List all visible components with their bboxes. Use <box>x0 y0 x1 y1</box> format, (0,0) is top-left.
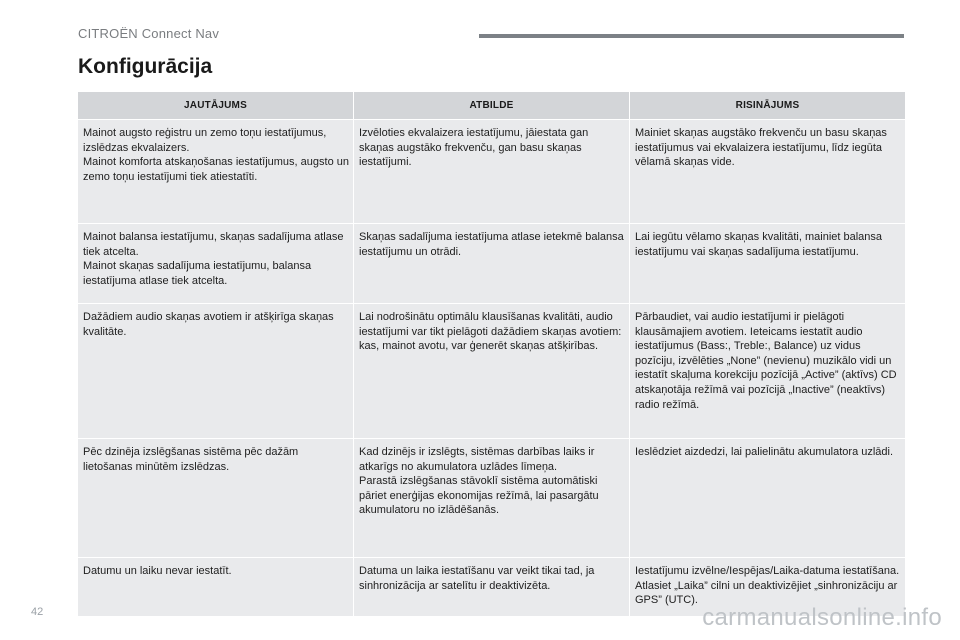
solution-cell: Ieslēdziet aizdedzi, lai palielinātu akumulatora uzlādi. <box>630 439 906 558</box>
header-rule <box>479 34 904 38</box>
table-row <box>78 224 906 304</box>
answer-cell: Izvēloties ekvalaizera iestatījumu, jāiestata gan skaņas augstāko frekvenču, gan basu skaņas iestatījumi. <box>354 120 630 224</box>
answer-cell: Datuma un laika iestatīšanu var veikt tikai tad, ja sinhronizācija ar satelītu ir deaktivizēta. <box>354 558 630 617</box>
answer-cell: Lai nodrošinātu optimālu klausīšanas kvalitāti, audio iestatījumi var tikt pielāgoti dažādiem skaņas avotiem: kas, mainot avotu, var ģenerēt skaņas atšķirības. <box>354 304 630 439</box>
question-cell: Dažādiem audio skaņas avotiem ir atšķirīga skaņas kvalitāte. <box>78 304 354 439</box>
answer-cell: Skaņas sadalījuma iestatījuma atlase ietekmē balansa iestatījumu un otrādi. <box>354 224 630 304</box>
column-header-solution: RISINĀJUMS <box>630 92 906 120</box>
page-number: 42 <box>31 606 44 618</box>
table-row <box>78 120 906 224</box>
table-row <box>78 304 906 439</box>
solution-cell: Iestatījumu izvēlne/Iespējas/Laika-datuma iestatīšana. Atlasiet „Laika” cilni un deaktivizējiet „sinhronizāciju ar GPS” (UTC). <box>630 558 906 617</box>
question-cell: Datumu un laiku nevar iestatīt. <box>78 558 354 617</box>
column-header-question: JAUTĀJUMS <box>78 92 354 120</box>
question-cell: Mainot augsto reģistru un zemo toņu iestatījumus, izslēdzas ekvalaizers. Mainot komforta atskaņošanas iestatījumus, augsto un zemo toņu iestatījumi tiek atiestatīti. <box>78 120 354 224</box>
table-row <box>78 439 906 558</box>
table-header-row <box>78 92 906 120</box>
brand-label: CITROËN Connect Nav <box>78 26 220 41</box>
question-cell: Mainot balansa iestatījumu, skaņas sadalījuma atlase tiek atcelta. Mainot skaņas sadalījuma iestatījumu, balansa iestatījuma atlase tiek atcelta. <box>78 224 354 304</box>
watermark: carmanualsonline.info <box>702 604 942 631</box>
solution-cell: Mainiet skaņas augstāko frekvenču un basu skaņas iestatījumus vai ekvalaizera iestatījumu, līdz iegūta vēlamā skaņas vide. <box>630 120 906 224</box>
answer-cell: Kad dzinējs ir izslēgts, sistēmas darbības laiks ir atkarīgs no akumulatora uzlādes līmeņa. Parastā izslēgšanas stāvoklī sistēma automātiski pāriet enerģijas ekonomijas režīmā, lai pasargātu akumulatoru no izlādēšanās. <box>354 439 630 558</box>
troubleshooting-table <box>77 91 906 617</box>
question-cell: Pēc dzinēja izslēgšanas sistēma pēc dažām lietošanas minūtēm izslēdzas. <box>78 439 354 558</box>
page-title: Konfigurācija <box>78 55 213 78</box>
solution-cell: Lai iegūtu vēlamo skaņas kvalitāti, mainiet balansa iestatījumu vai skaņas sadalījuma iestatījumu. <box>630 224 906 304</box>
column-header-answer: ATBILDE <box>354 92 630 120</box>
solution-cell: Pārbaudiet, vai audio iestatījumi ir pielāgoti klausāmajiem avotiem. Ieteicams iestatīt audio iestatījumus (Bass:, Treble:, Balance) uz vidus pozīciju, izvēlēties „None” (nevienս) muzikālo vidi un iestatīt skaļuma korekciju pozīcijā „Active” (aktīvs) CD atskaņotāja režīmā vai pozīcijā „Inactive” (neaktīvs) radio režīmā. <box>630 304 906 439</box>
